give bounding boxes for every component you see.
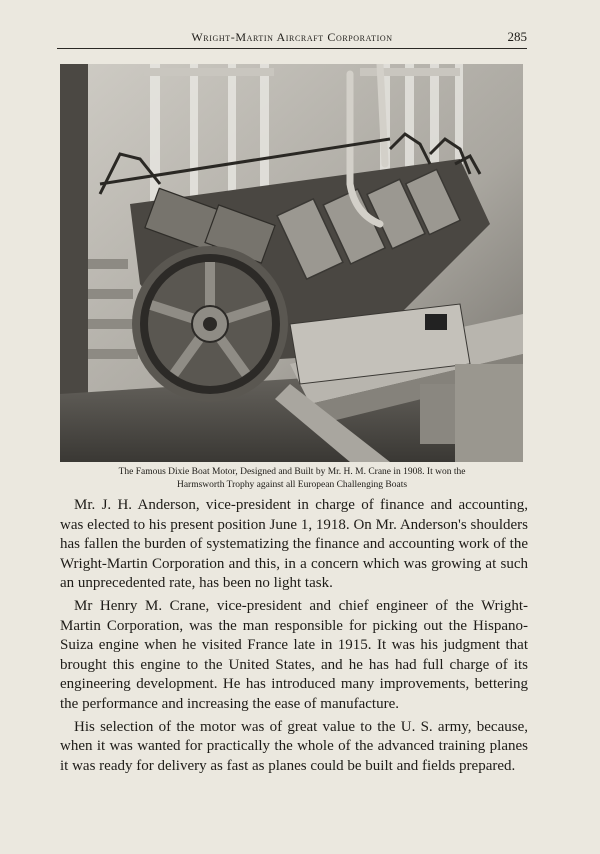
engine-photograph [60, 64, 523, 462]
paragraph-motor-selection: His selection of the motor was of great value to the U. S. army, because, when it was wanted for practically the whole of the advanced training planes it was ready for delivery as fast as planes could be built and fields prepared. [60, 718, 528, 774]
paragraph-crane: Mr Henry M. Crane, vice-president and chief engineer of the Wright-Martin Corporation, was the man responsible for picking out the Hispano-Suiza engine when he visited France late in 1915. It was his judgment that brought this engine to the United States, and he has had full charge of its engineering development. He has introduced many improvements, bettering the performance and increasing the ease of manufacture. [60, 597, 528, 712]
body-text [60, 496, 528, 779]
running-head [57, 28, 527, 49]
caption-line-1: The Famous Dixie Boat Motor, Designed and Built by Mr. H. M. Crane in 1908. It won the [118, 467, 466, 477]
photo-caption [62, 466, 522, 492]
paragraph-anderson: Mr. J. H. Anderson, vice-president in charge of finance and accounting, was elected to his present position June 1, 1918. On Mr. Anderson's shoulders has fallen the burden of systematizing the finance and accounting work of the Wright-Martin Corporation and this, in a concern which was growing at such an unprecedented rate, has been no light task. [60, 497, 528, 592]
caption-line-2: Harmsworth Trophy against all European Challenging Boats [176, 480, 408, 490]
page-number: 285 [507, 29, 527, 44]
engine-photo-illustration [60, 64, 523, 462]
running-title: Wright-Martin Aircraft Corporation [191, 30, 393, 44]
